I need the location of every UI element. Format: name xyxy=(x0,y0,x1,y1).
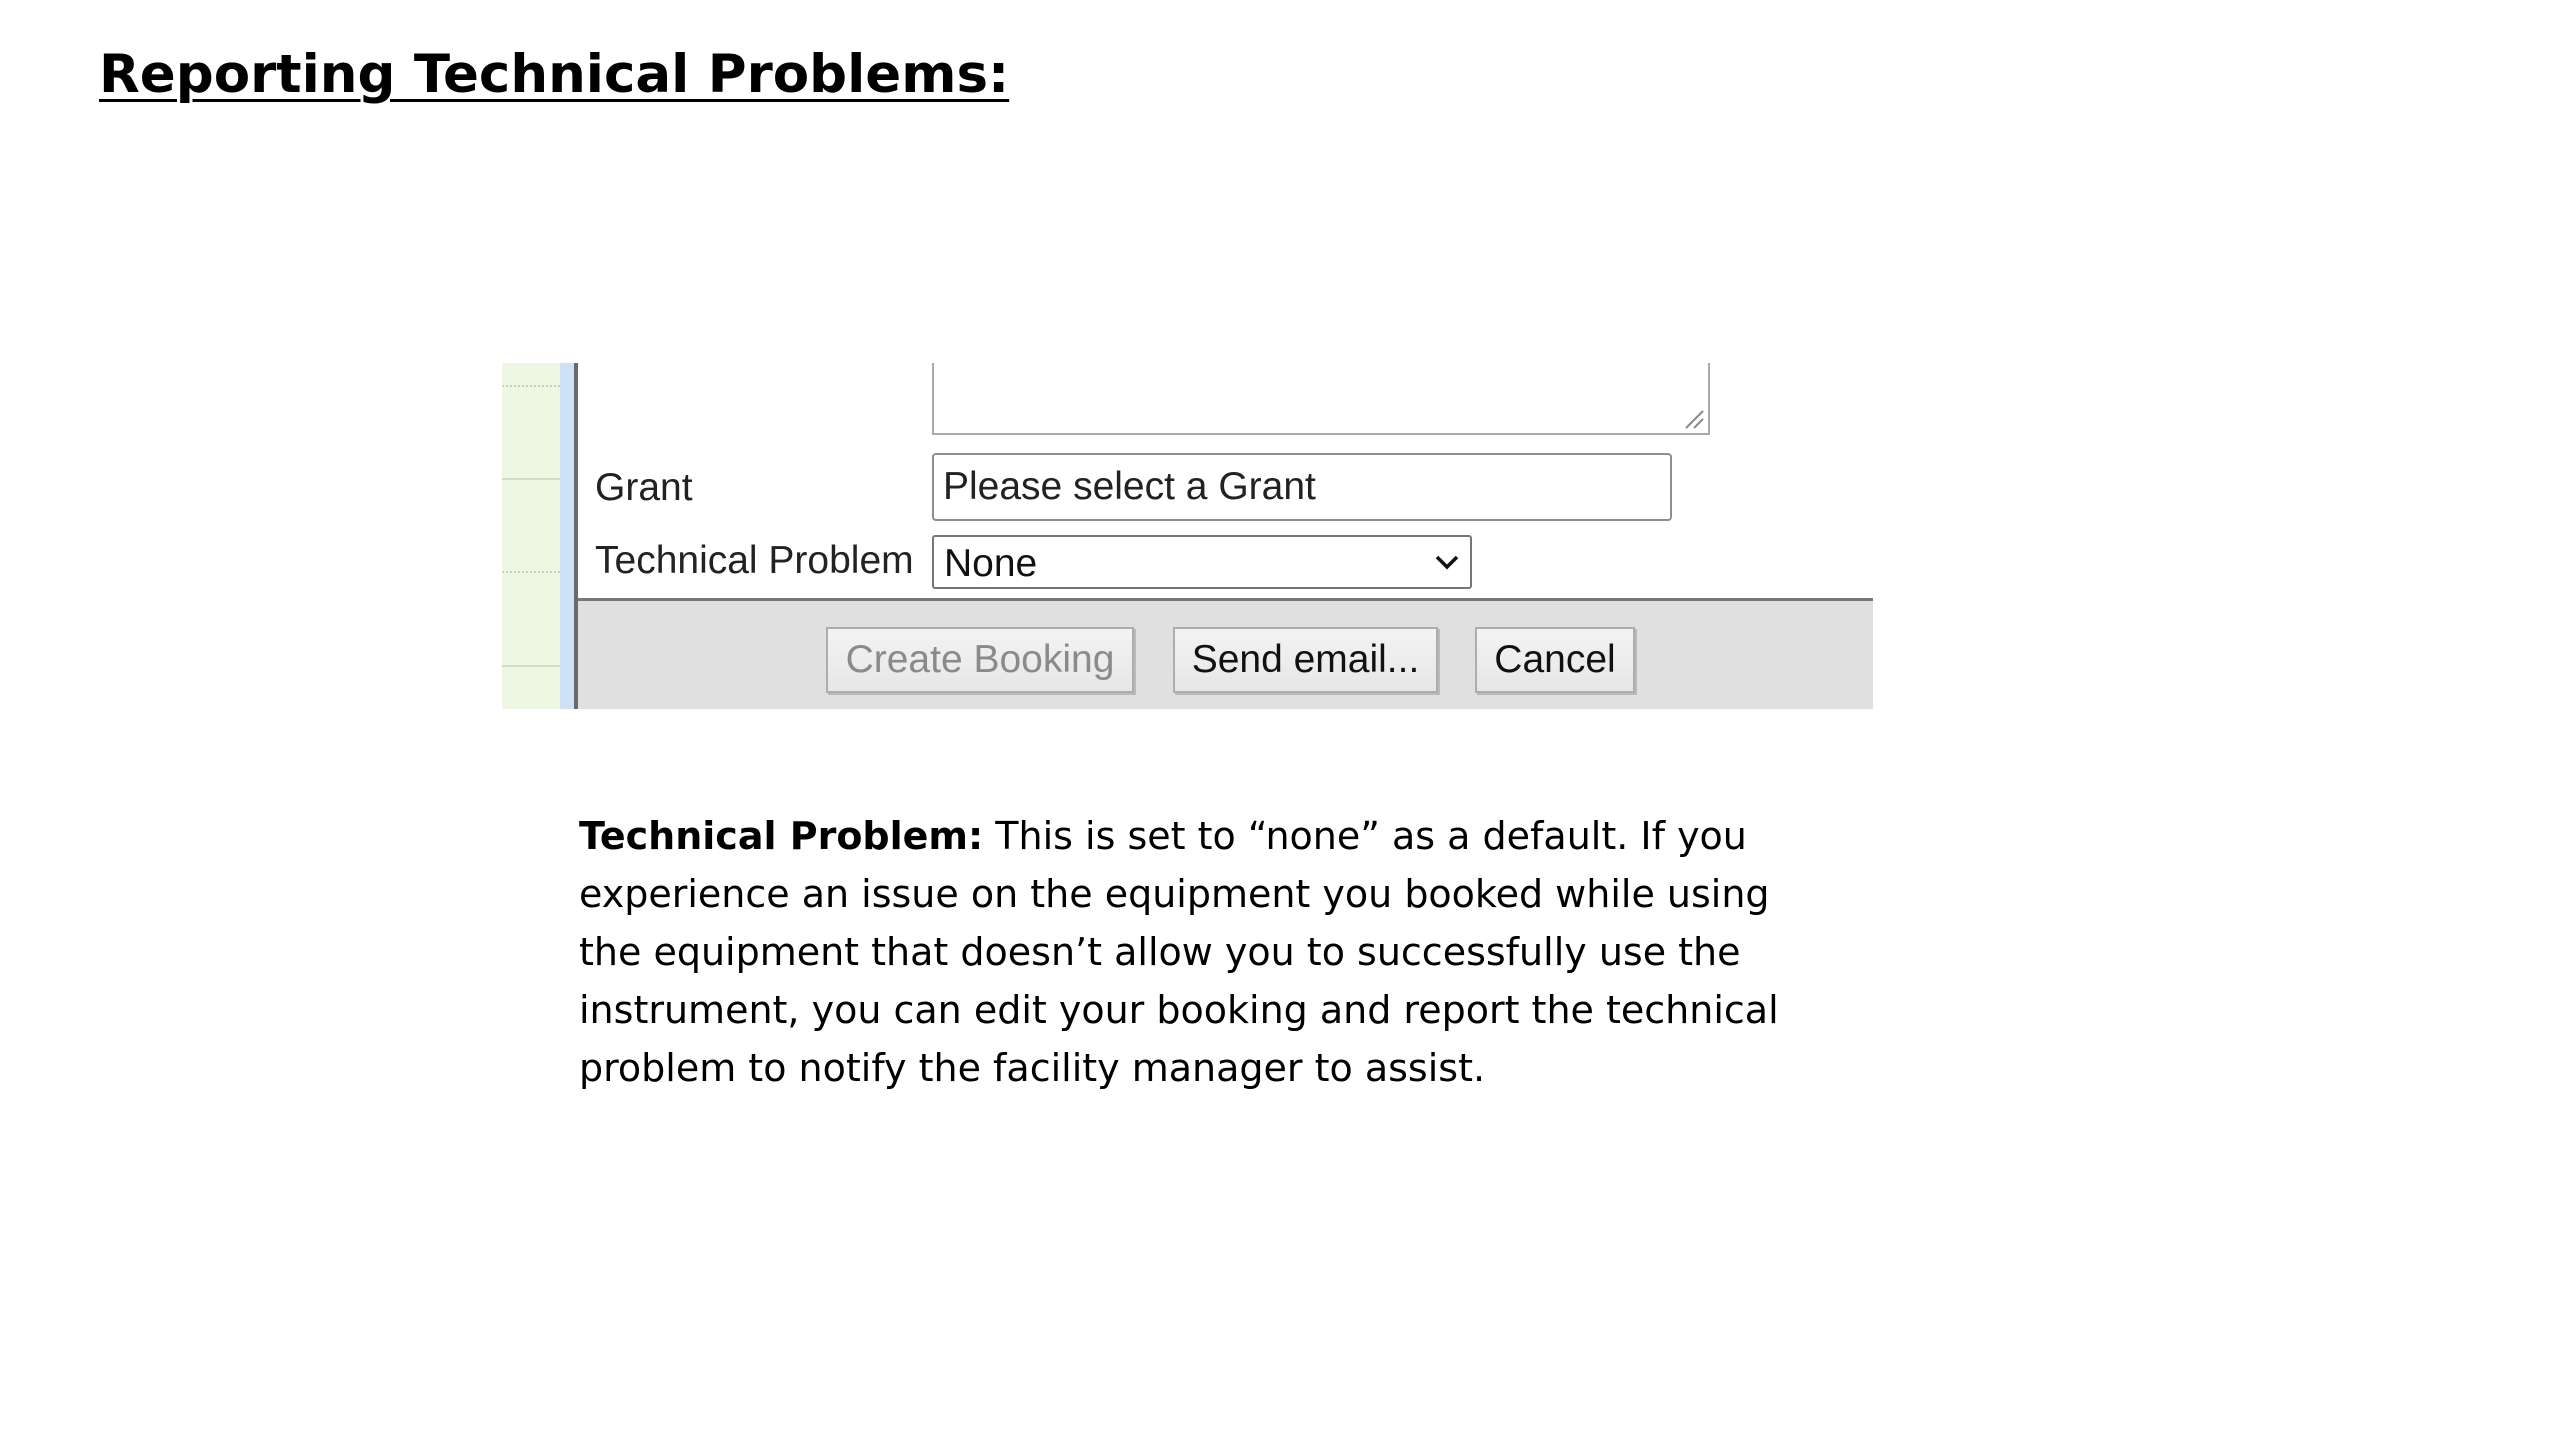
technical-problem-label: Technical Problem xyxy=(595,539,914,582)
technical-problem-select[interactable] xyxy=(932,535,1472,589)
calendar-gridline xyxy=(502,571,560,573)
grant-label: Grant xyxy=(595,466,693,509)
explanation-term: Technical Problem: xyxy=(579,814,984,858)
grant-input[interactable] xyxy=(932,453,1672,521)
technical-problem-selected-value: None xyxy=(944,542,1038,585)
slide-title: Reporting Technical Problems: xyxy=(99,44,1010,105)
explanation-paragraph xyxy=(579,807,1839,1097)
calendar-gridline xyxy=(502,385,560,387)
dialog-button-bar xyxy=(578,598,1873,709)
cancel-button[interactable]: Cancel xyxy=(1475,627,1635,693)
send-email-button[interactable]: Send email... xyxy=(1173,627,1438,693)
create-booking-button[interactable]: Create Booking xyxy=(826,627,1134,693)
resize-grip-icon[interactable] xyxy=(1682,407,1704,429)
calendar-divider xyxy=(560,363,574,709)
calendar-gridline xyxy=(502,665,560,667)
chevron-down-icon xyxy=(1432,549,1462,575)
calendar-gridline xyxy=(502,478,560,480)
calendar-strip xyxy=(502,363,560,709)
explanation-body: This is set to “none” as a default. If you experience an issue on the equipment you booked while using the equipment that doesn’t allow you to successfully use the instrument, you can edit your booking and report the technical problem to notify the facility manager to assist. xyxy=(579,814,1779,1090)
booking-form-screenshot xyxy=(502,363,1873,709)
notes-textarea[interactable] xyxy=(932,363,1710,435)
